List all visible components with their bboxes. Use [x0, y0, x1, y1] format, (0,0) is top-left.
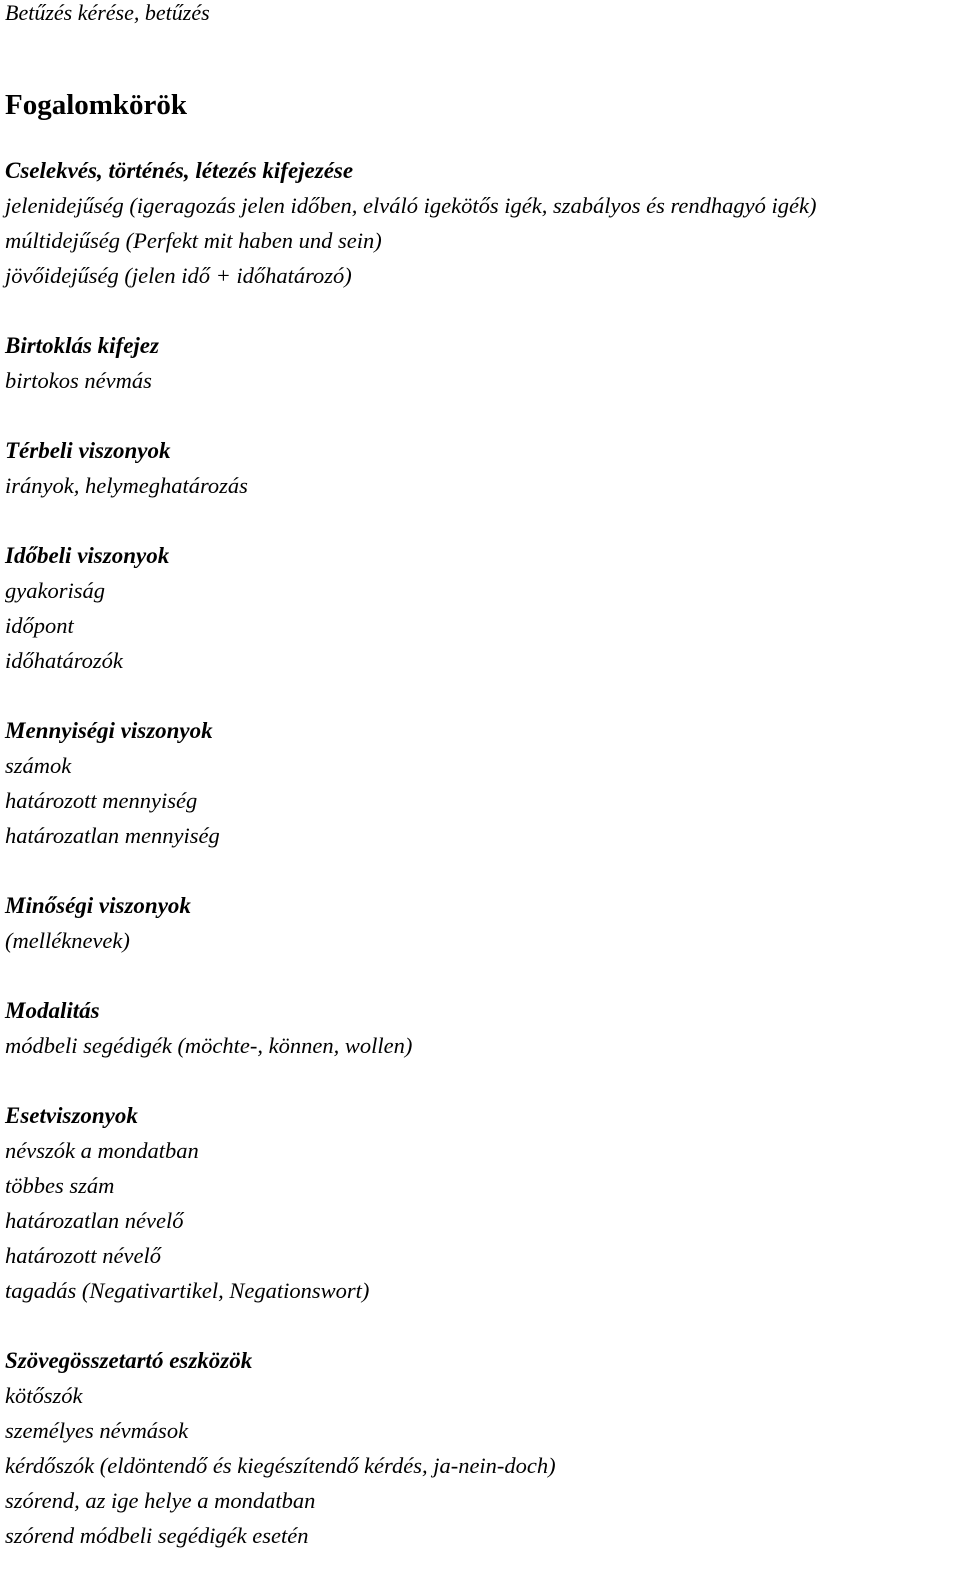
- section-title: Modalitás: [5, 998, 100, 1023]
- section-item: (melléknevek): [5, 928, 130, 953]
- section-item: határozatlan mennyiség: [5, 823, 220, 848]
- section-title: Térbeli viszonyok: [5, 438, 171, 463]
- section-title: Esetviszonyok: [5, 1103, 138, 1128]
- section-title: Időbeli viszonyok: [5, 543, 170, 568]
- section-item: többes szám: [5, 1173, 115, 1198]
- section-item: határozott névelő: [5, 1243, 162, 1268]
- section-item: kérdőszók (eldöntendő és kiegészítendő kérdés, ja-nein-doch): [5, 1453, 556, 1478]
- section-item: időpont: [5, 613, 74, 638]
- section-block: [5, 328, 955, 398]
- section-block: [5, 153, 955, 293]
- top-line-text: Betűzés kérése, betűzés: [5, 0, 210, 25]
- section-item: kötőszók: [5, 1383, 83, 1408]
- section-item: határozatlan névelő: [5, 1208, 184, 1233]
- section-item: határozott mennyiség: [5, 788, 198, 813]
- section-block: [5, 1343, 955, 1553]
- section-item: szórend, az ige helye a mondatban: [5, 1488, 316, 1513]
- section-title: Mennyiségi viszonyok: [5, 718, 213, 743]
- section-title: Cselekvés, történés, létezés kifejezése: [5, 158, 354, 183]
- sections-list: [5, 153, 955, 1588]
- section-item: névszók a mondatban: [5, 1138, 199, 1163]
- section-block: [5, 538, 955, 678]
- section-block: [5, 888, 955, 958]
- section-block: [5, 433, 955, 503]
- section-item: gyakoriság: [5, 578, 105, 603]
- section-block: [5, 993, 955, 1063]
- section-item: irányok, helymeghatározás: [5, 473, 248, 498]
- section-block: [5, 713, 955, 853]
- section-item: jövőidejűség (jelen idő + időhatározó): [5, 263, 352, 288]
- section-item: időhatározók: [5, 648, 123, 673]
- section-title: Birtoklás kifejez: [5, 333, 159, 358]
- page-heading: Fogalomkörök: [5, 89, 188, 121]
- section-title: Minőségi viszonyok: [5, 893, 191, 918]
- section-item: múltidejűség (Perfekt mit haben und sein): [5, 228, 382, 253]
- section-item: tagadás (Negativartikel, Negationswort): [5, 1278, 370, 1303]
- section-title: Szövegösszetartó eszközök: [5, 1348, 253, 1373]
- section-item: jelenidejűség (igeragozás jelen időben, elváló igekötős igék, szabályos és rendhagyó igék): [5, 193, 817, 218]
- section-item: birtokos névmás: [5, 368, 152, 393]
- section-item: módbeli segédigék (möchte-, können, wollen): [5, 1033, 413, 1058]
- section-item: szórend módbeli segédigék esetén: [5, 1523, 309, 1548]
- section-item: személyes névmások: [5, 1418, 189, 1443]
- section-block: [5, 1098, 955, 1308]
- section-item: számok: [5, 753, 72, 778]
